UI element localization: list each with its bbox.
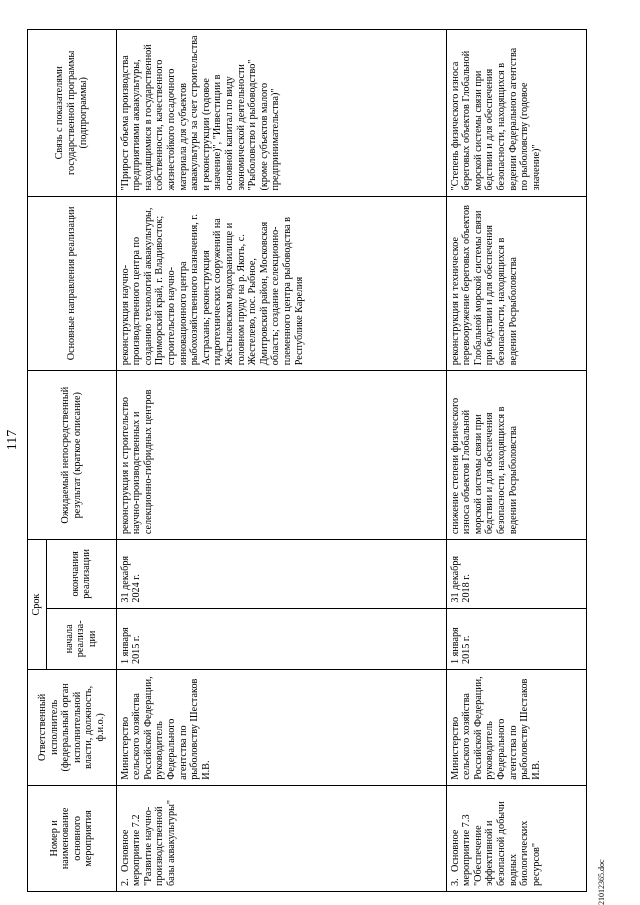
header-name: Номер и наименование основного мероприятия xyxy=(28,785,117,891)
table-row xyxy=(116,30,446,892)
row-link: "Степень физического износа береговых объектов Глобальной морской системы связи при бедствии и для обеспечения безопасности, находящихся в ведении Федерального агентства по рыболовству (годовое значение)" xyxy=(446,30,586,197)
table-row xyxy=(446,30,586,892)
row-number: 3. xyxy=(449,878,461,886)
row-start: 1 января 2015 г. xyxy=(116,608,446,669)
footer-filename: 21012365.doc xyxy=(597,859,606,905)
row-directions: реконструкция и техническое перевооружение береговых объектов Глобальной морской системы связи при бедствии и для обеспечения безопасности, находящихся в ведении Росрыболовства xyxy=(446,196,586,371)
header-start: начала реализа-ции xyxy=(46,608,116,669)
row-name: Основное мероприятие 7.3 "Обеспечение эффективной и безопасной добычи водных биологических ресурсов" xyxy=(449,801,542,886)
header-directions: Основные направления реализации xyxy=(28,196,117,371)
row-result: снижение степени физического износа объектов Глобальной морской системы связи при бедствии и для обеспечения безопасности, находящихся в ведении Росрыболовства xyxy=(446,371,586,540)
header-result: Ожидаемый непосредственный результат (краткое описание) xyxy=(28,371,117,540)
measures-table xyxy=(27,29,587,892)
row-link: "Прирост объема производства предприятиями аквакультуры, находящимися в государственной собственности, качественного жизнестойкого посадочного материала для субъектов аквакультуры за счет строительства и реконструкции (годовое значение)", "Инвестиции в основной капитал по виду экономической деятельности "Рыболовство и рыбоводство" (кроме субъектов малого предпринимательства)" xyxy=(116,30,446,197)
page-number: 117 xyxy=(5,429,20,451)
row-name: Основное мероприятие 7.2 "Развитие научно-производственной базы аквакультуры" xyxy=(119,799,177,886)
header-end: окончания реализации xyxy=(46,540,116,608)
row-end: 31 декабря 2018 г. xyxy=(446,540,586,608)
row-number: 2. xyxy=(119,878,131,886)
row-name-cell xyxy=(446,785,586,891)
row-start: 1 января 2015 г. xyxy=(446,608,586,669)
header-responsible: Ответственный исполнитель (федеральный орган исполнительной власти, должность, ф.и.о.) xyxy=(28,670,117,786)
header-link: Связь с показателями государственной программы (подпрограммы) xyxy=(28,30,117,197)
row-name-cell xyxy=(116,785,446,891)
row-responsible: Министерство сельского хозяйства Российской Федерации, руководитель Федерального агентства по рыболовству Шестаков И.В. xyxy=(446,670,586,786)
row-responsible: Министерство сельского хозяйства Российской Федерации, руководитель Федерального агентства по рыболовству Шестаков И.В. xyxy=(116,670,446,786)
row-directions: реконструкция научно-производственного центра по созданию технологий аквакультуры, Приморский край, г. Владивосток; строительство научно-инновационного центра рыбохозяйственного назначения, г. Астрахань; реконструкция гидротехнических сооружений на Жестылевском водохранилище и головном пруду на р. Якоть, с. Жестелево, пос. Рыбное, Дмитровский район, Московская область; создание селекционно-племенного центра рыбоводства в Республике Карелия xyxy=(116,196,446,371)
header-term: Срок xyxy=(28,540,47,670)
row-end: 31 декабря 2024 г. xyxy=(116,540,446,608)
row-result: реконструкция и строительство научно-производственных и селекционно-гибридных центров xyxy=(116,371,446,540)
